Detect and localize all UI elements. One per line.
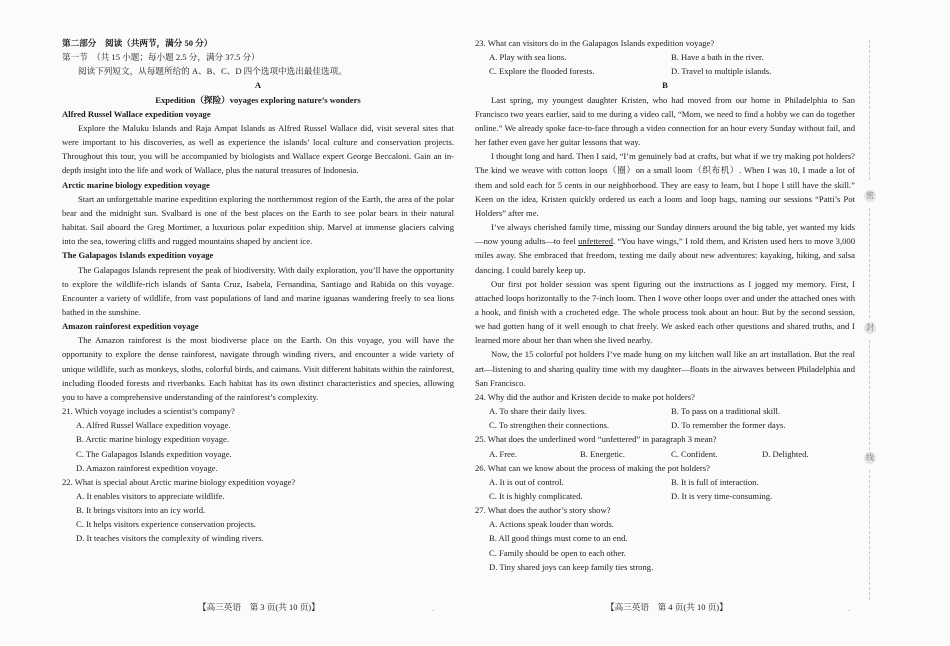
question-27: 27. What does the author’s story show? <box>475 505 611 516</box>
page-footer-left: 【高三英语 第 3 页(共 10 页)】 <box>198 602 320 612</box>
right-page <box>475 36 855 574</box>
option: B. Arctic marine biology expedition voyage. <box>76 434 229 445</box>
option: D. It teaches visitors the complexity of winding rivers. <box>76 533 264 544</box>
option-row <box>475 404 855 418</box>
paragraph-1: Last spring, my youngest daughter Kristen, who had moved from our home in Philadelphia to San Francisco two years earlier, said to me during a video call, “Mom, we need to find a hobby we can do together online.” We already spoke face-to-face through a video connection for an hour every Sunday without fail, and her father even gave her guitar lessons that way. <box>475 94 855 148</box>
option: A. Alfred Russel Wallace expedition voyage. <box>76 420 231 431</box>
question-26: 26. What can we know about the process of making the pot holders? <box>475 462 710 473</box>
question-21: 21. Which voyage includes a scientist’s company? <box>62 406 235 417</box>
seal-mark-mi: 密 <box>866 191 874 200</box>
page-footer-right: 【高三英语 第 4 页(共 10 页)】 <box>606 602 728 612</box>
binding-line <box>869 208 871 318</box>
seal-mark-feng: 封 <box>866 323 874 332</box>
passage-a-title: Expedition（探险）voyages exploring nature’s wonders <box>155 94 361 105</box>
option: D. Tiny shared joys can keep family ties strong. <box>489 561 654 572</box>
scan-dot: . <box>432 604 434 613</box>
option: C. The Galapagos Islands expedition voyage. <box>76 448 232 459</box>
option: C. It helps visitors experience conservation projects. <box>76 519 256 530</box>
section-text-amazon: The Amazon rainforest is the most biodiverse place on the Earth. On this voyage, you will have the opportunity to explore the dense rainforest, navigate through winding rivers, and encounter a wide variety of unique wildlife, such as monkeys, sloths, colorful birds, and caimans. Visit different habitats within the rainforest, including flooded forests and riverbanks. Each habitat has its own distinct characteristics and species, allowing you to have a comprehensive understanding of the rainforest’s complexity. <box>62 335 454 402</box>
option: C. Confident. <box>671 448 718 459</box>
section-heading: 第一节 （共 15 小题；每小题 2.5 分，满分 37.5 分） <box>62 52 260 63</box>
left-page <box>62 36 454 546</box>
question-22: 22. What is special about Arctic marine biology expedition voyage? <box>62 476 296 487</box>
section-text-wallace: Explore the Maluku Islands and Raja Ampat Islands as Alfred Russel Wallace did, visit several sites that were important to his discoveries, as well as experience the islands’ local culture and conservation projects. Throughout this tour, you will be accompanied by biologists and Wallace expert George Beccaloni. Gain an in-depth insight into the life and work of Wallace, plus the natural treasures of Indonesia. <box>62 122 454 176</box>
option: D. It is very time-consuming. <box>671 491 773 501</box>
option-row <box>475 489 855 503</box>
paragraph-3-end: . “You have wings,” I told them, and Kristen used hers to move 3,000 miles away. She embraced that freedom, texting me daily about new adventures: kayaking, hiking, and salsa dancing. I could barely keep up. <box>475 236 855 275</box>
option: D. Amazon rainforest expedition voyage. <box>76 462 218 473</box>
paragraph-3-start: I’ve always cherished family time, missing our Sunday dinners around the big table, yet wanted my kids—now young adults—to feel <box>475 222 855 247</box>
option: B. It brings visitors into an icy world. <box>76 505 206 516</box>
option-row <box>475 50 855 64</box>
option: A. It is out of control. <box>489 476 564 487</box>
passage-b-label: B <box>662 80 668 91</box>
option-row <box>475 64 855 78</box>
option: C. It is highly complicated. <box>489 491 583 501</box>
paragraph-4: Our first pot holder session was spent figuring out the instructions as I jogged my memory. First, I attached loops horizontally to the 7-inch loom. Then I wove other loops over and under the attached ones with a hook, and finish with a crocheted edge. The whole process took about an hour. But by the second session, we had gotten hang of it well enough to chat freely. We asked each other questions and shared truths, and I learned more about her than when she lived nearby. <box>475 278 855 346</box>
option: A. To share their daily lives. <box>489 406 587 417</box>
option-row <box>475 447 855 461</box>
question-24: 24. Why did the author and Kristen decide to make pot holders? <box>475 391 695 402</box>
option: D. Travel to multiple islands. <box>671 66 772 77</box>
binding-line <box>869 340 871 450</box>
question-23: 23. What can visitors do in the Galapagos Islands expedition voyage? <box>475 38 715 48</box>
section-heading-galapagos: The Galapagos Islands expedition voyage <box>62 250 214 261</box>
paragraph-5: Now, the 15 colorful pot holders I’ve made hung on my kitchen wall like an art installation. But the real art—listening to and sharing quality time with my daughter—floats in the airwaves between Philadelphia and San Francisco. <box>475 349 855 388</box>
option: A. Actions speak louder than words. <box>489 519 614 530</box>
section-text-galapagos: The Galapagos Islands represent the peak of biodiversity. With daily exploration, you’ll have the opportunity to explore the wildlife-rich islands of Santa Cruz, Isabela, Fernandina, Santiago and Rabida on this voyage. Encounter a variety of wildlife, from vast populations of land and marine iguanas wandering freely to sea lions bathed in the sunshine. <box>62 264 454 317</box>
option: A. Play with sea lions. <box>489 52 567 63</box>
question-25: 25. What does the underlined word “unfettered” in paragraph 3 mean? <box>475 434 717 445</box>
option-row <box>475 475 855 489</box>
option: B. It is full of interaction. <box>671 476 759 487</box>
binding-line <box>869 40 871 180</box>
underlined-word: unfettered <box>578 236 613 247</box>
option: A. It enables visitors to appreciate wildlife. <box>76 491 225 501</box>
paragraph-3 <box>475 220 855 277</box>
passage-a-label: A <box>254 80 262 91</box>
section-heading-arctic: Arctic marine biology expedition voyage <box>62 179 210 190</box>
option: C. Family should be open to each other. <box>489 547 626 558</box>
section-heading-amazon: Amazon rainforest expedition voyage <box>62 321 199 332</box>
option: C. Explore the flooded forests. <box>489 66 595 77</box>
option: B. To pass on a traditional skill. <box>671 406 781 417</box>
paragraph-2: I thought long and hard. Then I said, “I’m genuinely bad at crafts, but what if we try making pot holders? The kind we weave with cotton loops（圈）on a small loom（织布机）. When I was 10, I made a lot of them and sold each for 5 cents in our neighborhood. They are easy to learn, but I hope I still have the skill.” Keen on the idea, Kristen quickly ordered us each a loom and loop bags, naming our sessions “Patti’s Pot Holders” after me. <box>475 151 855 218</box>
seal-mark-xian: 线 <box>866 453 874 462</box>
option: B. All good things must come to an end. <box>489 533 628 544</box>
part-heading: 第二部分 阅读（共两节，满分 50 分） <box>62 38 213 48</box>
option: C. To strengthen their connections. <box>489 420 610 431</box>
instruction: 阅读下列短文，从每题所给的 A、B、C、D 四个选项中选出最佳选项。 <box>78 66 347 77</box>
option: B. Have a bath in the river. <box>671 52 764 63</box>
option: D. To remember the former days. <box>671 420 786 431</box>
scan-dot: . <box>848 604 850 613</box>
section-heading-wallace: Alfred Russel Wallace expedition voyage <box>62 108 211 119</box>
option: D. Delighted. <box>762 448 809 459</box>
binding-line <box>869 470 871 600</box>
option: B. Energetic. <box>580 448 625 459</box>
section-text-arctic: Start an unforgettable marine expedition exploring the northernmost region of the Earth, the area of the polar bear and the midnight sun. Svalbard is one of the best places on the Earth to see polar bears in their natural habitat. Sail aboard the Greg Mortimer, a luxurious polar expedition ship. Marvel at immense glaciers calving into the sea, towering cliffs and rugged mountains shaped by ancient ice. <box>62 193 454 247</box>
option-row <box>475 418 855 432</box>
option: A. Free. <box>489 448 517 459</box>
